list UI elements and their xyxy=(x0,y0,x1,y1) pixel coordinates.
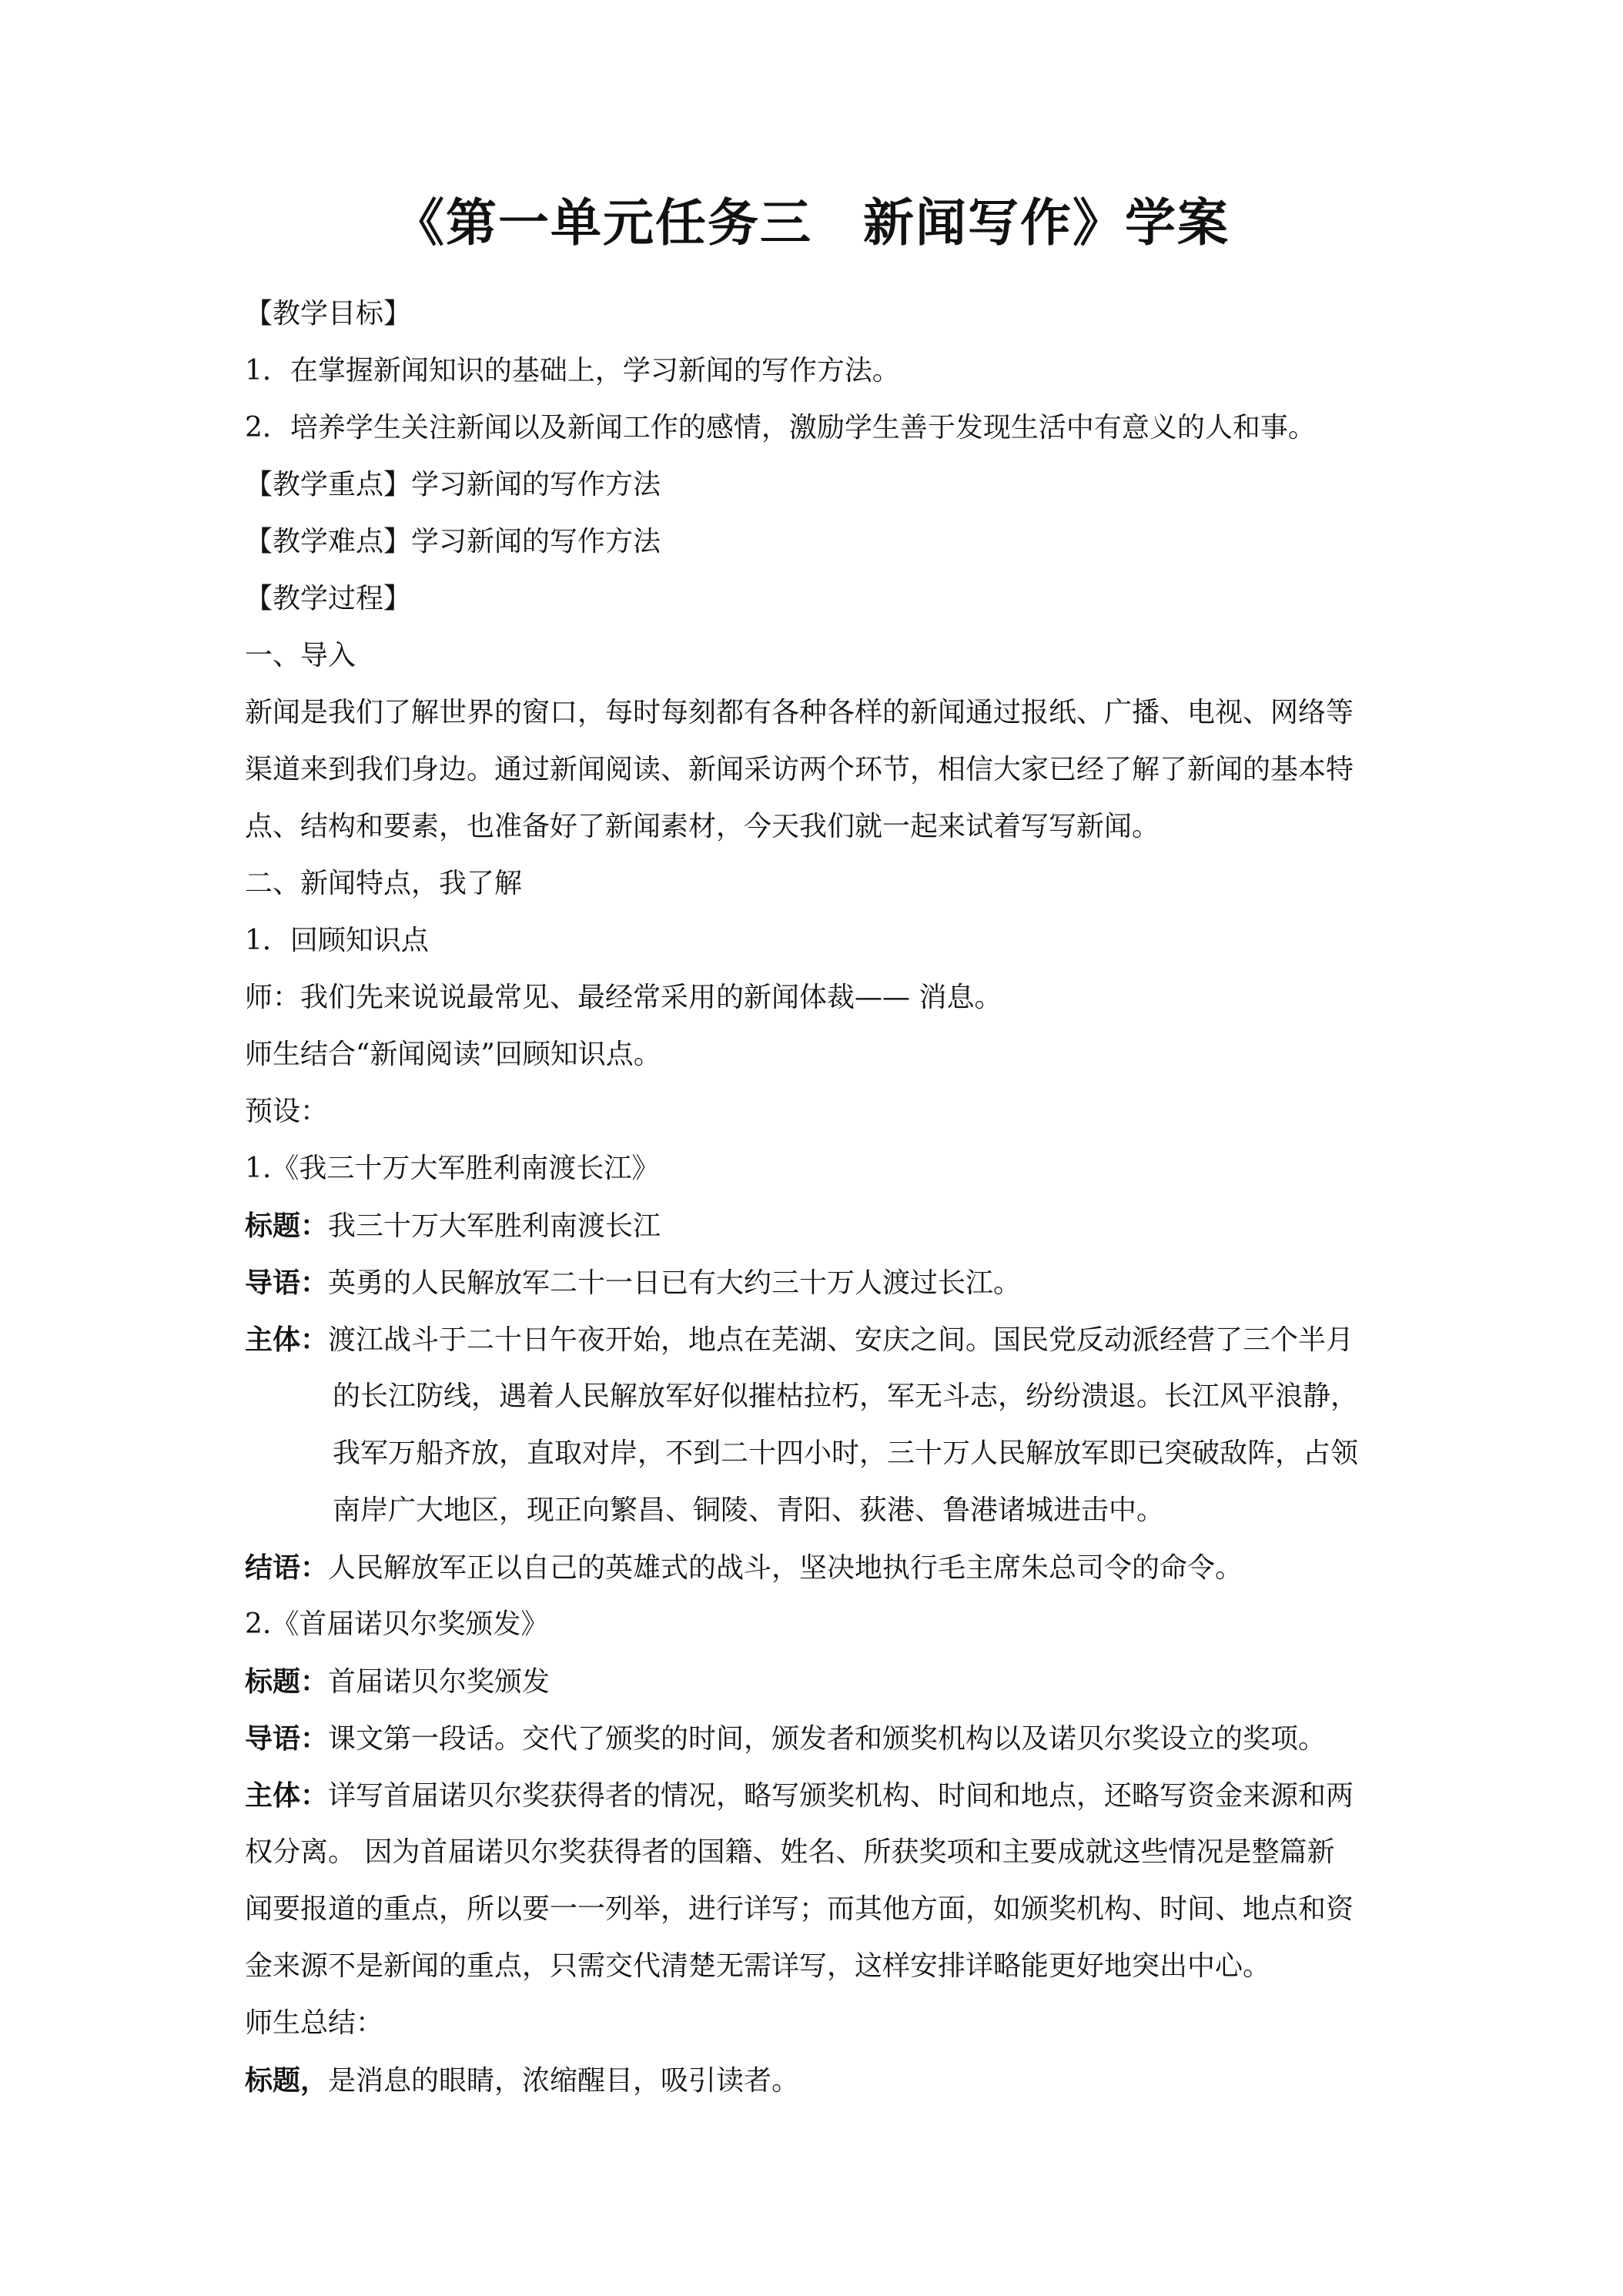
example1-body-line: 的长江防线，遇着人民解放军好似摧枯拉朽，军无斗志，纷纷溃退。长江风平浪静， xyxy=(333,1381,1359,1412)
title-part-1: 《第一单元任务三 xyxy=(393,192,812,253)
review-heading: 1．回顾知识点 xyxy=(245,925,429,956)
summary-title-keyword: 标题， xyxy=(245,2064,329,2097)
example2-title-label: 标题： xyxy=(245,1665,329,1698)
example1-body-row xyxy=(245,1321,1354,1359)
combine-line: 师生结合“新闻阅读”回顾知识点。 xyxy=(245,1039,661,1070)
example2-body-line: 金来源不是新闻的重点，只需交代清楚无需详写，这样安排详略能更好地突出中心。 xyxy=(245,1950,1271,1982)
teacher-line: 师：我们先来说说最常见、最经常采用的新闻体裁—— 消息。 xyxy=(245,982,1002,1013)
summary-label: 师生总结： xyxy=(245,2007,384,2039)
page-title xyxy=(0,188,1623,257)
difficulty-point: 【教学难点】学习新闻的写作方法 xyxy=(245,526,661,557)
example1-lead-row xyxy=(245,1264,1021,1302)
example2-lead-label: 导语： xyxy=(245,1722,329,1755)
key-point: 【教学重点】学习新闻的写作方法 xyxy=(245,469,661,500)
example2-body-label: 主体： xyxy=(245,1779,329,1812)
example1-lead-text: 英勇的人民解放军二十一日已有大约三十万人渡过长江。 xyxy=(328,1267,1022,1299)
example1-body-label: 主体： xyxy=(245,1324,329,1356)
part1-heading: 一、导入 xyxy=(245,640,356,671)
intro-line: 点、结构和要素，也准备好了新闻素材，今天我们就一起来试着写写新闻。 xyxy=(245,811,1160,842)
example1-ending-text: 人民解放军正以自己的英雄式的战斗，坚决地执行毛主席朱总司令的命令。 xyxy=(328,1552,1243,1584)
summary-title-row xyxy=(245,2062,799,2100)
goal-heading: 【教学目标】 xyxy=(245,298,412,330)
example2-title-row xyxy=(245,1663,550,1701)
example1-ending-row xyxy=(245,1549,1243,1587)
intro-line: 新闻是我们了解世界的窗口，每时每刻都有各种各样的新闻通过报纸、广播、电视、网络等 xyxy=(245,697,1354,728)
example2-title-text: 首届诺贝尔奖颁发 xyxy=(328,1666,550,1698)
example2-body-first: 详写首届诺贝尔奖获得者的情况，略写颁奖机构、时间和地点，还略写资金来源和两 xyxy=(328,1780,1354,1812)
part2-heading: 二、新闻特点，我了解 xyxy=(245,868,523,899)
example1-body-line: 我军万船齐放，直取对岸，不到二十四小时，三十万人民解放军即已突破敌阵，占领 xyxy=(333,1438,1359,1469)
example1-title-row xyxy=(245,1207,661,1245)
example1-lead-label: 导语： xyxy=(245,1267,329,1299)
example2-heading: 2.《首届诺贝尔奖颁发》 xyxy=(245,1608,549,1640)
example1-body-line: 南岸广大地区，现正向繁昌、铜陵、青阳、荻港、鲁港诸城进击中。 xyxy=(333,1494,1165,1526)
example1-title-text: 我三十万大军胜利南渡长江 xyxy=(328,1210,661,1242)
goal-item-2: 2．培养学生关注新闻以及新闻工作的感情，激励学生善于发现生活中有意义的人和事。 xyxy=(245,412,1316,443)
summary-title-text: 是消息的眼睛，浓缩醒目，吸引读者。 xyxy=(328,2065,800,2097)
intro-line: 渠道来到我们身边。通过新闻阅读、新闻采访两个环节，相信大家已经了解了新闻的基本特 xyxy=(245,754,1354,785)
title-part-2: 新闻写作》学案 xyxy=(863,192,1230,253)
preset-label: 预设： xyxy=(245,1096,329,1127)
example1-title-label: 标题： xyxy=(245,1210,329,1242)
example1-ending-label: 结语： xyxy=(245,1551,329,1584)
process-heading: 【教学过程】 xyxy=(245,583,412,614)
example2-lead-text: 课文第一段话。交代了颁奖的时间，颁发者和颁奖机构以及诺贝尔奖设立的奖项。 xyxy=(328,1723,1327,1755)
example2-body-line: 闻要报道的重点，所以要一一列举，进行详写；而其他方面，如颁奖机构、时间、地点和资 xyxy=(245,1893,1354,1925)
goal-item-1: 1．在掌握新闻知识的基础上，学习新闻的写作方法。 xyxy=(245,355,900,387)
example1-body-line: 渡江战斗于二十日午夜开始，地点在芜湖、安庆之间。国民党反动派经营了三个半月 xyxy=(328,1324,1354,1356)
example2-body-row xyxy=(245,1777,1354,1815)
example1-heading: 1.《我三十万大军胜利南渡长江》 xyxy=(245,1153,660,1184)
example2-lead-row xyxy=(245,1720,1326,1758)
example2-body-line: 权分离。 因为首届诺贝尔奖获得者的国籍、姓名、所获奖项和主要成就这些情况是整篇新 xyxy=(245,1836,1335,1868)
